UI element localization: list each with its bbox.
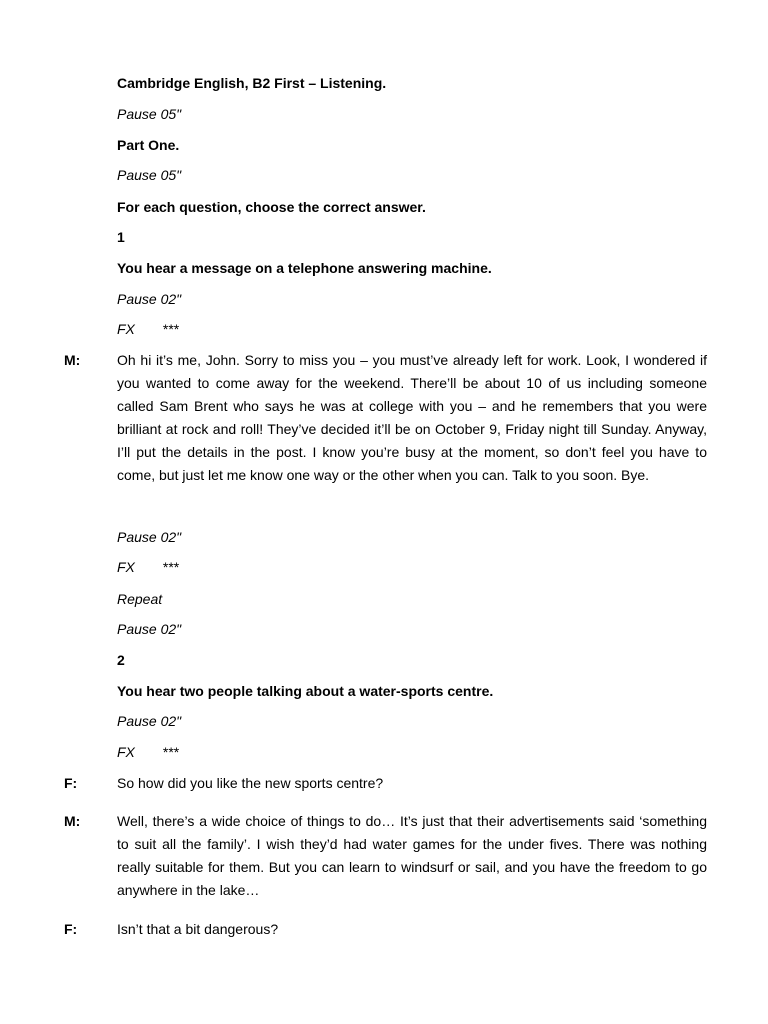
sound-effect-marker <box>117 742 179 762</box>
document-title: Cambridge English, B2 First – Listening. <box>117 75 387 91</box>
pause-marker: Pause 02" <box>117 529 182 545</box>
sound-effect-marker <box>117 557 179 577</box>
fx-label: FX <box>117 559 135 575</box>
pause-marker: Pause 02" <box>117 713 182 729</box>
pause-marker: Pause 05" <box>117 106 182 122</box>
speaker-label: M: <box>64 813 81 829</box>
fx-stars: *** <box>162 744 180 760</box>
fx-label: FX <box>117 321 135 337</box>
instruction: For each question, choose the correct answer. <box>117 199 426 215</box>
repeat-marker: Repeat <box>117 591 163 607</box>
speaker-label: F: <box>64 775 78 791</box>
transcript-paragraph: Well, there’s a wide choice of things to do… It’s just that their advertisements said ‘something to suit all the family’. I wish they’d had water games for the under fives. There was nothing really suitable for them. But you can learn to windsurf or sail, and you have the freedom to go anywhere in the lake… <box>117 813 707 898</box>
pause-marker: Pause 02" <box>117 621 182 637</box>
question-number-2: 2 <box>117 652 125 668</box>
fx-stars: *** <box>162 321 180 337</box>
question-prompt-1: You hear a message on a telephone answering machine. <box>117 260 492 276</box>
question-number-1: 1 <box>117 229 125 245</box>
speaker-label: M: <box>64 352 81 368</box>
fx-label: FX <box>117 744 135 760</box>
question-prompt-2: You hear two people talking about a water-sports centre. <box>117 683 494 699</box>
transcript-paragraph: So how did you like the new sports centre? <box>117 775 384 791</box>
transcript-paragraph: Isn’t that a bit dangerous? <box>117 921 279 937</box>
sound-effect-marker <box>117 319 179 339</box>
part-heading: Part One. <box>117 137 180 153</box>
pause-marker: Pause 02" <box>117 291 182 307</box>
pause-marker: Pause 05" <box>117 167 182 183</box>
fx-stars: *** <box>162 559 180 575</box>
speaker-label: F: <box>64 921 78 937</box>
transcript-paragraph: Oh hi it’s me, John. Sorry to miss you – you must’ve already left for work. Look, I wondered if you wanted to come away for the weekend. There’ll be about 10 of us including someone called Sam Brent who says he was at college with you – and he remembers that you were brilliant at rock and roll! They’ve decided it’ll be on October 9, Friday night till Sunday. Anyway, I’ll put the details in the post. I know you’re busy at the moment, so don’t feel you have to come, but just let me know one way or the other when you can. Talk to you soon. Bye. <box>117 352 707 483</box>
